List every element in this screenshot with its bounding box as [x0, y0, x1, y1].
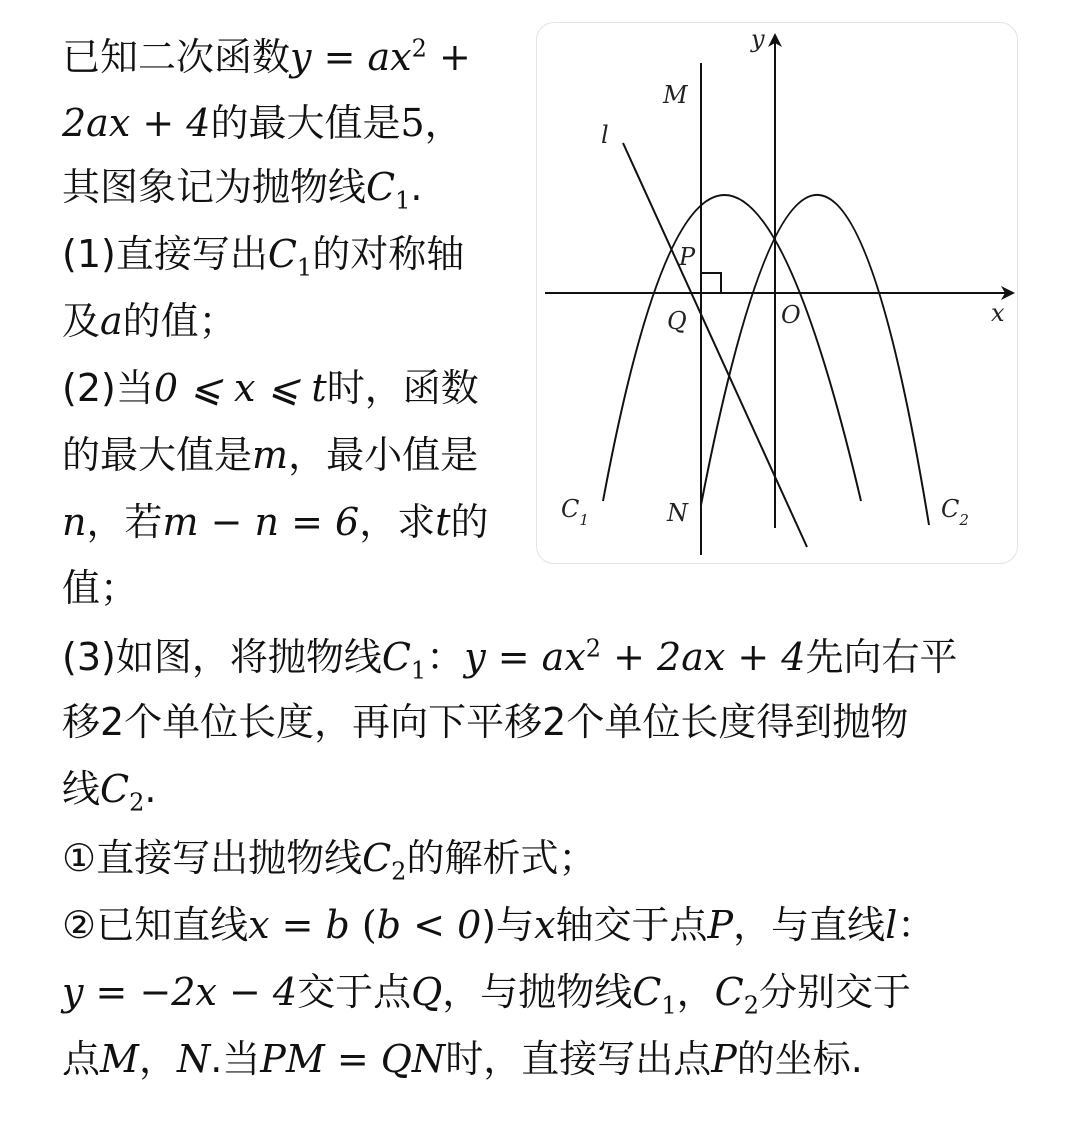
line-l: [623, 143, 807, 547]
problem-line-4: (1)直接写出$C_1$的对称轴: [62, 232, 465, 282]
right-angle-marker: [701, 273, 721, 293]
problem-line-12: 线$C_2$.: [62, 767, 157, 817]
problem-line-11: 移2个单位长度，再向下平移2个单位长度得到抛物: [62, 700, 909, 744]
label-y-axis: y: [751, 25, 765, 53]
label-q: Q: [667, 307, 687, 335]
label-c1: $C_1$: [561, 495, 589, 529]
problem-line-9: 值；: [62, 566, 139, 610]
label-x-axis: x: [991, 299, 1005, 327]
problem-line-6: (2)当0 ⩽ x ⩽ t时，函数: [62, 366, 479, 410]
label-l: l: [601, 121, 609, 149]
problem-line-1: 已知二次函数$y = ax^2$ +: [62, 34, 471, 79]
parabola-c1: [603, 195, 861, 501]
problem-line-14: ②已知直线x = b (b < 0)与x轴交于点P，与直线l：: [62, 903, 936, 947]
problem-line-5: 及a的值；: [62, 299, 237, 343]
problem-line-7: 的最大值是m，最小值是: [62, 433, 479, 477]
problem-line-15: y = −2x − 4交于点Q，与抛物线$C_1$，$C_2$分别交于: [62, 970, 912, 1020]
parabola-c2: [701, 195, 929, 525]
problem-line-3: 其图象记为抛物线$C_1$.: [62, 165, 423, 215]
label-origin: O: [781, 301, 801, 329]
label-n: N: [667, 499, 688, 527]
label-p: P: [679, 243, 696, 271]
problem-line-2: 2ax + 4的最大值是5，: [62, 101, 463, 145]
figure-card: [536, 22, 1018, 564]
label-c2: $C_2$: [941, 495, 969, 529]
parabola-figure: [537, 23, 1017, 563]
label-m: M: [663, 81, 688, 109]
problem-line-16: 点M，N.当PM = QN时，直接写出点P的坐标.: [62, 1037, 863, 1081]
problem-line-8: n，若m − n = 6，求t的: [62, 500, 489, 544]
problem-line-13: ①直接写出抛物线$C_2$的解析式；: [62, 836, 597, 886]
problem-line-10: (3)如图，将抛物线$C_1$：$y = ax^2 + 2ax + 4$先向右平: [62, 634, 958, 685]
